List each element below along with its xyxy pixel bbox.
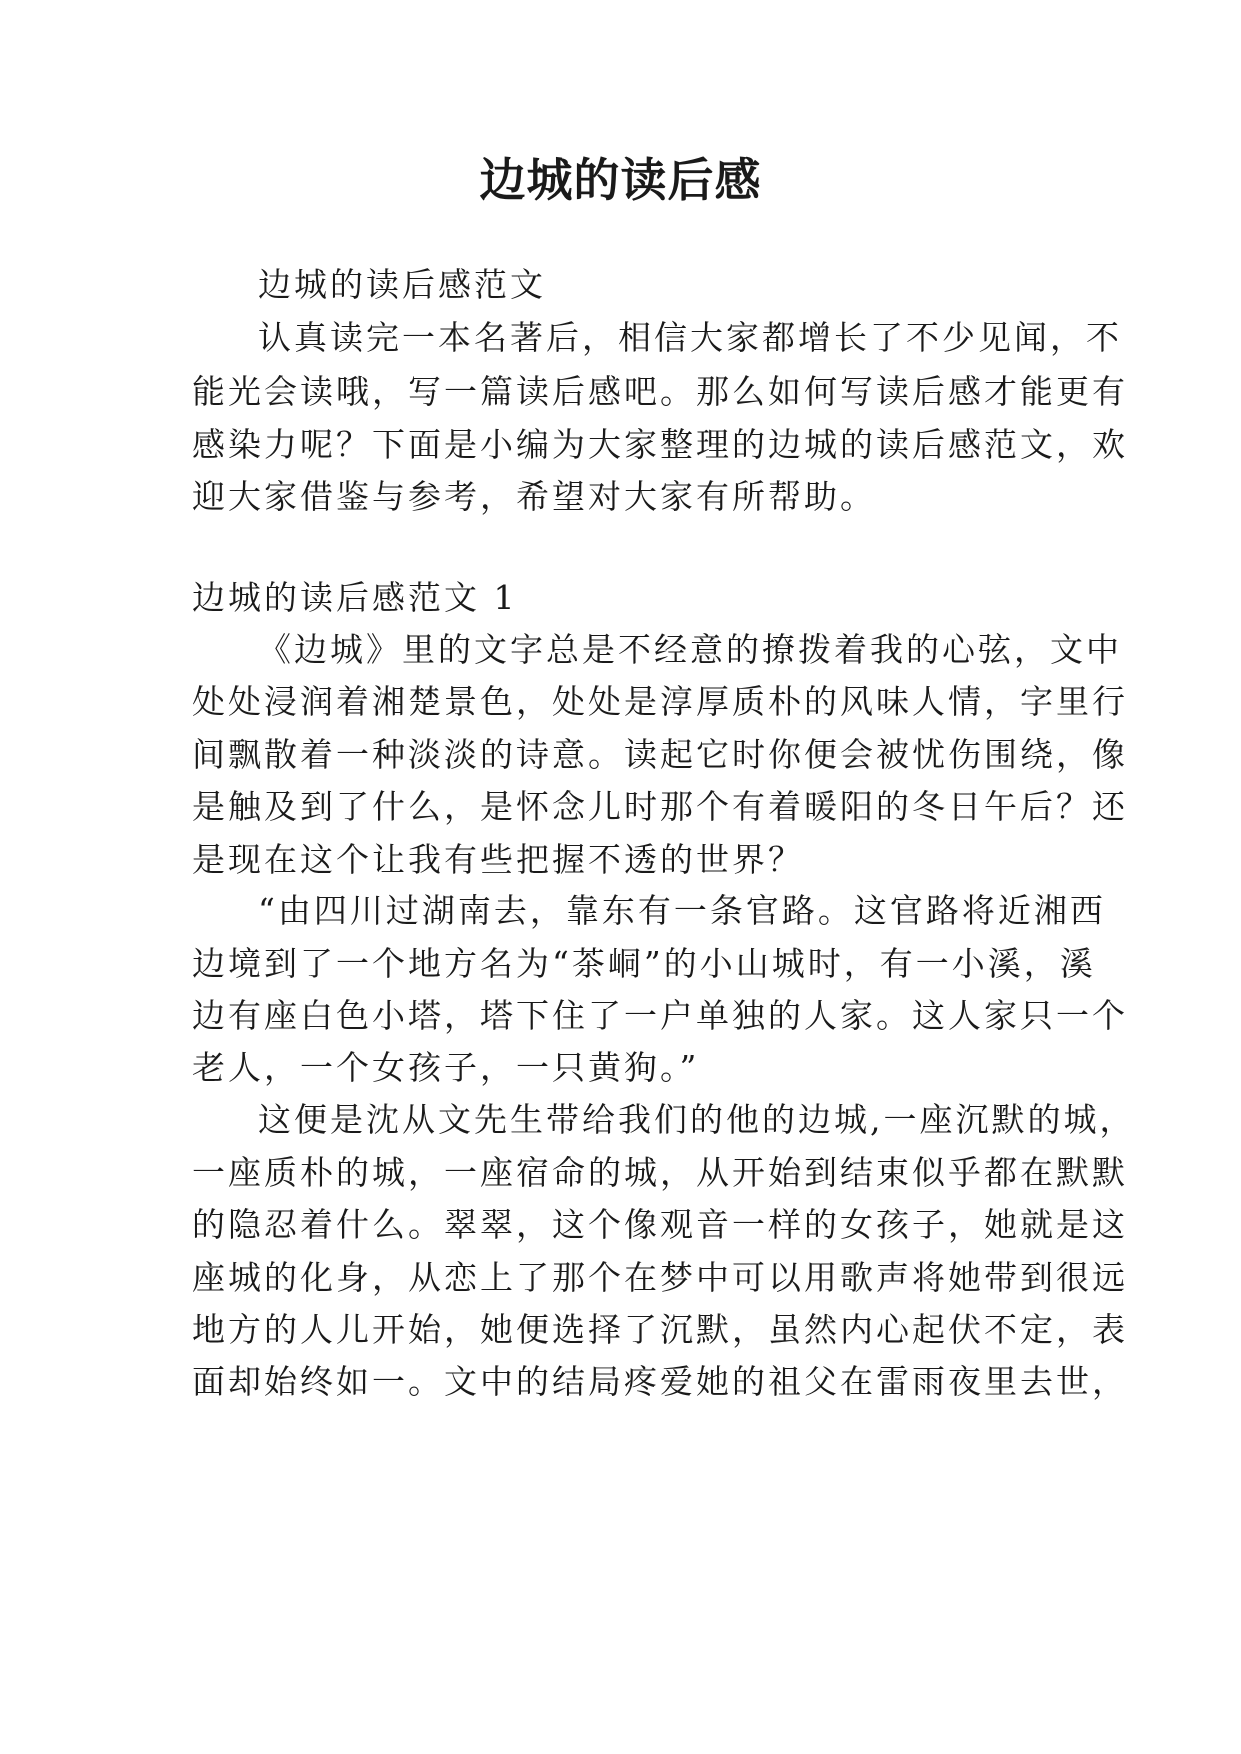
intro-line: 能光会读哦，写一篇读后感吧。那么如何写读后感才能更有 bbox=[192, 372, 1128, 411]
document-title: 边城的读后感 bbox=[479, 153, 762, 207]
paragraph-line: 这便是沈从文先生带给我们的他的边城,一座沉默的城， bbox=[258, 1100, 1136, 1139]
paragraph-line: 处处浸润着湘楚景色，处处是淳厚质朴的风味人情，字里行 bbox=[192, 682, 1128, 721]
paragraph-line: 座城的化身，从恋上了那个在梦中可以用歌声将她带到很远 bbox=[192, 1258, 1128, 1297]
paragraph-line: 老人，一个女孩子，一只黄狗。” bbox=[192, 1048, 700, 1087]
paragraph-line: 是触及到了什么，是怀念儿时那个有着暖阳的冬日午后？还 bbox=[192, 787, 1128, 826]
paragraph-line: 边境到了一个地方名为“茶峒”的小山城时，有一小溪，溪 bbox=[192, 944, 1096, 983]
paragraph-line: “由四川过湖南去，靠东有一条官路。这官路将近湘西 bbox=[258, 891, 1106, 930]
paragraph-line: 边有座白色小塔，塔下住了一户单独的人家。这人家只一个 bbox=[192, 996, 1128, 1035]
paragraph-line: 间飘散着一种淡淡的诗意。读起它时你便会被忧伤围绕，像 bbox=[192, 735, 1128, 774]
intro-line: 感染力呢？下面是小编为大家整理的边城的读后感范文，欢 bbox=[192, 425, 1128, 464]
intro-line: 认真读完一本名著后，相信大家都增长了不少见闻，不 bbox=[258, 318, 1122, 357]
intro-line: 迎大家借鉴与参考，希望对大家有所帮助。 bbox=[192, 477, 876, 516]
paragraph-line: 地方的人儿开始，她便选择了沉默，虽然内心起伏不定，表 bbox=[192, 1310, 1128, 1349]
document-subtitle: 边城的读后感范文 bbox=[258, 265, 546, 304]
paragraph-line: 面却始终如一。文中的结局疼爱她的祖父在雷雨夜里去世， bbox=[192, 1362, 1128, 1401]
paragraph-line: 一座质朴的城，一座宿命的城，从开始到结束似乎都在默默 bbox=[192, 1153, 1128, 1192]
section-heading: 边城的读后感范文 1 bbox=[192, 578, 518, 617]
paragraph-line: 是现在这个让我有些把握不透的世界？ bbox=[192, 840, 804, 879]
paragraph-line: 的隐忍着什么。翠翠，这个像观音一样的女孩子，她就是这 bbox=[192, 1205, 1128, 1244]
paragraph-line: 《边城》里的文字总是不经意的撩拨着我的心弦，文中 bbox=[258, 630, 1122, 669]
